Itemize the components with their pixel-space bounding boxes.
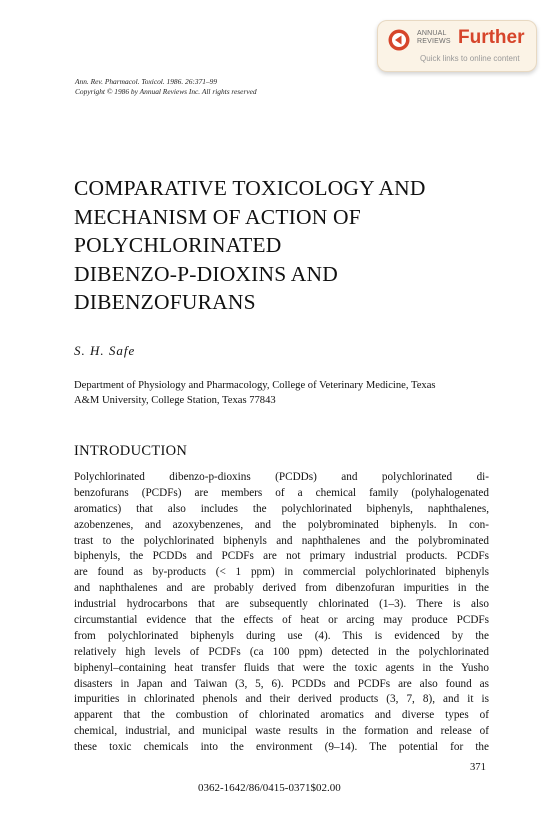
title-line: COMPARATIVE TOXICOLOGY AND bbox=[74, 176, 426, 200]
body-line: biphenyl–containing heat transfer fluids that were the toxic agents in the Yusho bbox=[74, 661, 489, 674]
body-line: chemical, industrial, and municipal waste results in the formation and release of bbox=[74, 725, 489, 738]
quick-links-label[interactable]: Quick links to online content bbox=[420, 54, 520, 63]
section-heading: INTRODUCTION bbox=[74, 443, 188, 459]
body-line: apparent that the combustion of chlorinated aromatics and diverse types of bbox=[74, 709, 489, 722]
body-line: Polychlorinated dibenzo-p-dioxins (PCDDs) and polychlorinated di- bbox=[74, 471, 489, 483]
body-line: and naphthalenes and are probably derived from dibenzofuran impurities in the bbox=[74, 582, 489, 595]
title-line: POLYCHLORINATED bbox=[74, 233, 282, 257]
reviews-label: REVIEWS bbox=[417, 38, 451, 45]
body-line: are found as by-products (< 1 ppm) in commercial polychlorinated biphenyls bbox=[74, 566, 489, 579]
body-line: from polychlorinated biphenyls during use (4). This is evidenced by the bbox=[74, 629, 489, 642]
article-title bbox=[74, 174, 494, 317]
journal-citation bbox=[75, 77, 257, 97]
copyright-line: Copyright © 1986 by Annual Reviews Inc. All rights reserved bbox=[75, 87, 257, 96]
further-label[interactable]: Further bbox=[458, 27, 525, 48]
body-line: circumstantial evidence that the effects of heat or arcing may produce PCDFs bbox=[74, 614, 489, 627]
body-paragraph bbox=[74, 470, 489, 756]
annual-reviews-logo-icon bbox=[388, 29, 410, 51]
affiliation-line: Department of Physiology and Pharmacology, College of Veterinary Medicine, Texas bbox=[74, 380, 436, 391]
body-line: impurities in chlorinated phenols and their derived products (3, 7, 8), and it is bbox=[74, 693, 489, 706]
body-line: biphenyls, the PCDDs and PCDFs are not primary industrial products. PCDFs bbox=[74, 550, 489, 563]
citation-line: Ann. Rev. Pharmacol. Toxicol. 1986. 26:371–99 bbox=[75, 77, 218, 86]
body-line: azobenzenes, and azoxybenzenes, and the polybrominated biphenyls. In con- bbox=[74, 518, 489, 531]
author-name: S. H. Safe bbox=[74, 343, 136, 358]
title-line: DIBENZO-P-DIOXINS AND bbox=[74, 261, 338, 286]
issn-line: 0362-1642/86/0415-0371$02.00 bbox=[198, 782, 341, 794]
body-line: aromatics) that also includes the polychlorinated biphenyls, naphthalenes, bbox=[74, 502, 489, 515]
annual-label: ANNUAL bbox=[417, 30, 447, 37]
body-line: relatively high levels of PCDFs (ca 100 ppm) detected in the polychlorinated bbox=[74, 645, 489, 658]
body-line: industrial hydrocarbons that are subsequently chlorinated (1–3). There is also bbox=[74, 598, 489, 611]
annual-reviews-wordmark bbox=[417, 30, 451, 46]
title-line: DIBENZOFURANS bbox=[74, 290, 256, 314]
body-line: benzofurans (PCDFs) are members of a chemical family (polyhalogenated bbox=[74, 486, 489, 499]
body-line: trast to the polychlorinated biphenyls and naphthalenes and the polybrominated bbox=[74, 534, 489, 547]
page-number: 371 bbox=[470, 762, 486, 773]
further-links-badge[interactable] bbox=[377, 20, 537, 72]
body-line: disasters in Japan and Taiwan (3, 5, 6). PCDDs and PCDFs are also found as bbox=[74, 677, 489, 690]
author-affiliation bbox=[74, 378, 494, 408]
title-line: MECHANISM OF ACTION OF bbox=[74, 204, 361, 229]
affiliation-line: A&M University, College Station, Texas 77843 bbox=[74, 395, 276, 406]
body-line: these toxic chemicals into the environment (9–14). The potential for the bbox=[74, 741, 489, 754]
